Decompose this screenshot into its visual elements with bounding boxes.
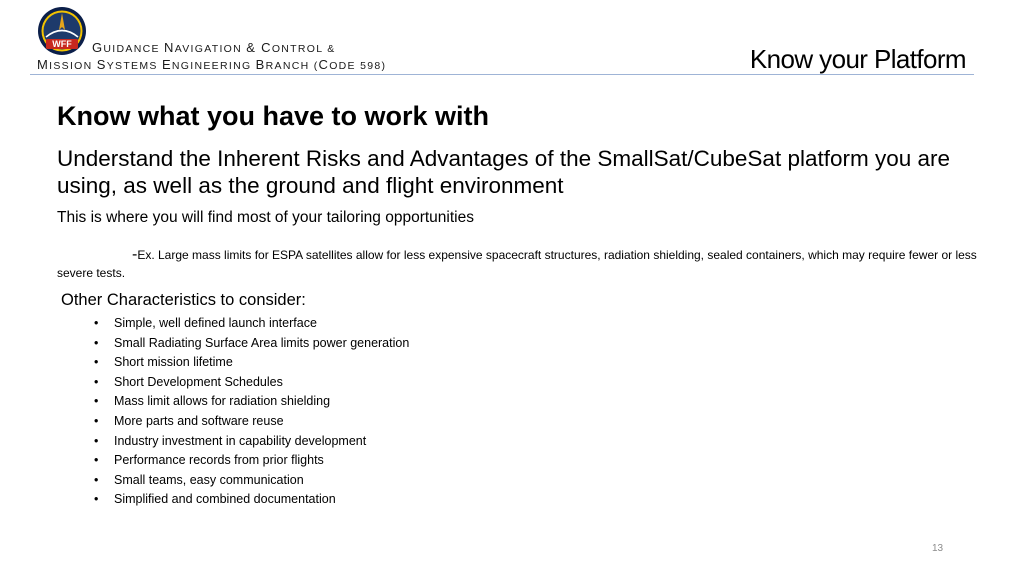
bullet-icon: •	[94, 316, 99, 330]
bullet-icon: •	[94, 413, 99, 428]
branch-name-line1: GUIDANCE NAVIGATION & CONTROL &	[92, 40, 336, 55]
list-item: • Simplified and combined documentation	[94, 490, 409, 510]
bullet-icon: •	[94, 335, 99, 350]
example-dash: -	[132, 246, 138, 263]
other-characteristics-title: Other Characteristics to consider:	[61, 291, 306, 309]
list-item: • Industry investment in capability development	[94, 432, 409, 452]
wff-logo	[37, 6, 87, 58]
bullet-icon: •	[94, 433, 99, 448]
list-item: • Small Radiating Surface Area limits power generation	[94, 334, 409, 354]
header-divider	[30, 74, 974, 75]
example-paragraph	[57, 246, 977, 282]
slide-title: Know your Platform	[749, 44, 966, 74]
list-item: • Short mission lifetime	[94, 353, 409, 373]
list-item: • Small teams, easy communication	[94, 471, 409, 491]
bullet-icon: •	[94, 355, 99, 370]
bullet-icon: •	[94, 374, 99, 389]
list-item: • Mass limit allows for radiation shielding	[94, 392, 409, 412]
section-heading: Know what you have to work with	[57, 101, 490, 131]
list-item: • Simple, well defined launch interface	[94, 314, 409, 334]
bullet-icon: •	[94, 472, 99, 487]
subheading: Understand the Inherent Risks and Advantages of the SmallSat/CubeSat platform you are using, as well as the ground and flight environment	[57, 146, 951, 198]
logo-text: WFF	[52, 39, 72, 49]
list-item: • Short Development Schedules	[94, 373, 409, 393]
bullet-icon: •	[94, 394, 99, 409]
bullet-icon: •	[94, 453, 99, 468]
bullet-icon: •	[94, 492, 99, 507]
characteristics-list	[94, 314, 409, 510]
tailoring-note: This is where you will find most of your tailoring opportunities	[57, 209, 474, 226]
list-item: • Performance records from prior flights	[94, 451, 409, 471]
list-item: • More parts and software reuse	[94, 412, 409, 432]
page-number: 13	[932, 543, 944, 554]
branch-name-line2: MISSION SYSTEMS ENGINEERING BRANCH (CODE 598)	[37, 57, 387, 72]
example-text: Ex. Large mass limits for ESPA satellites allow for less expensive spacecraft structures, radiation shielding, sealed containers, which may require fewer or less severe tests.	[57, 248, 977, 280]
